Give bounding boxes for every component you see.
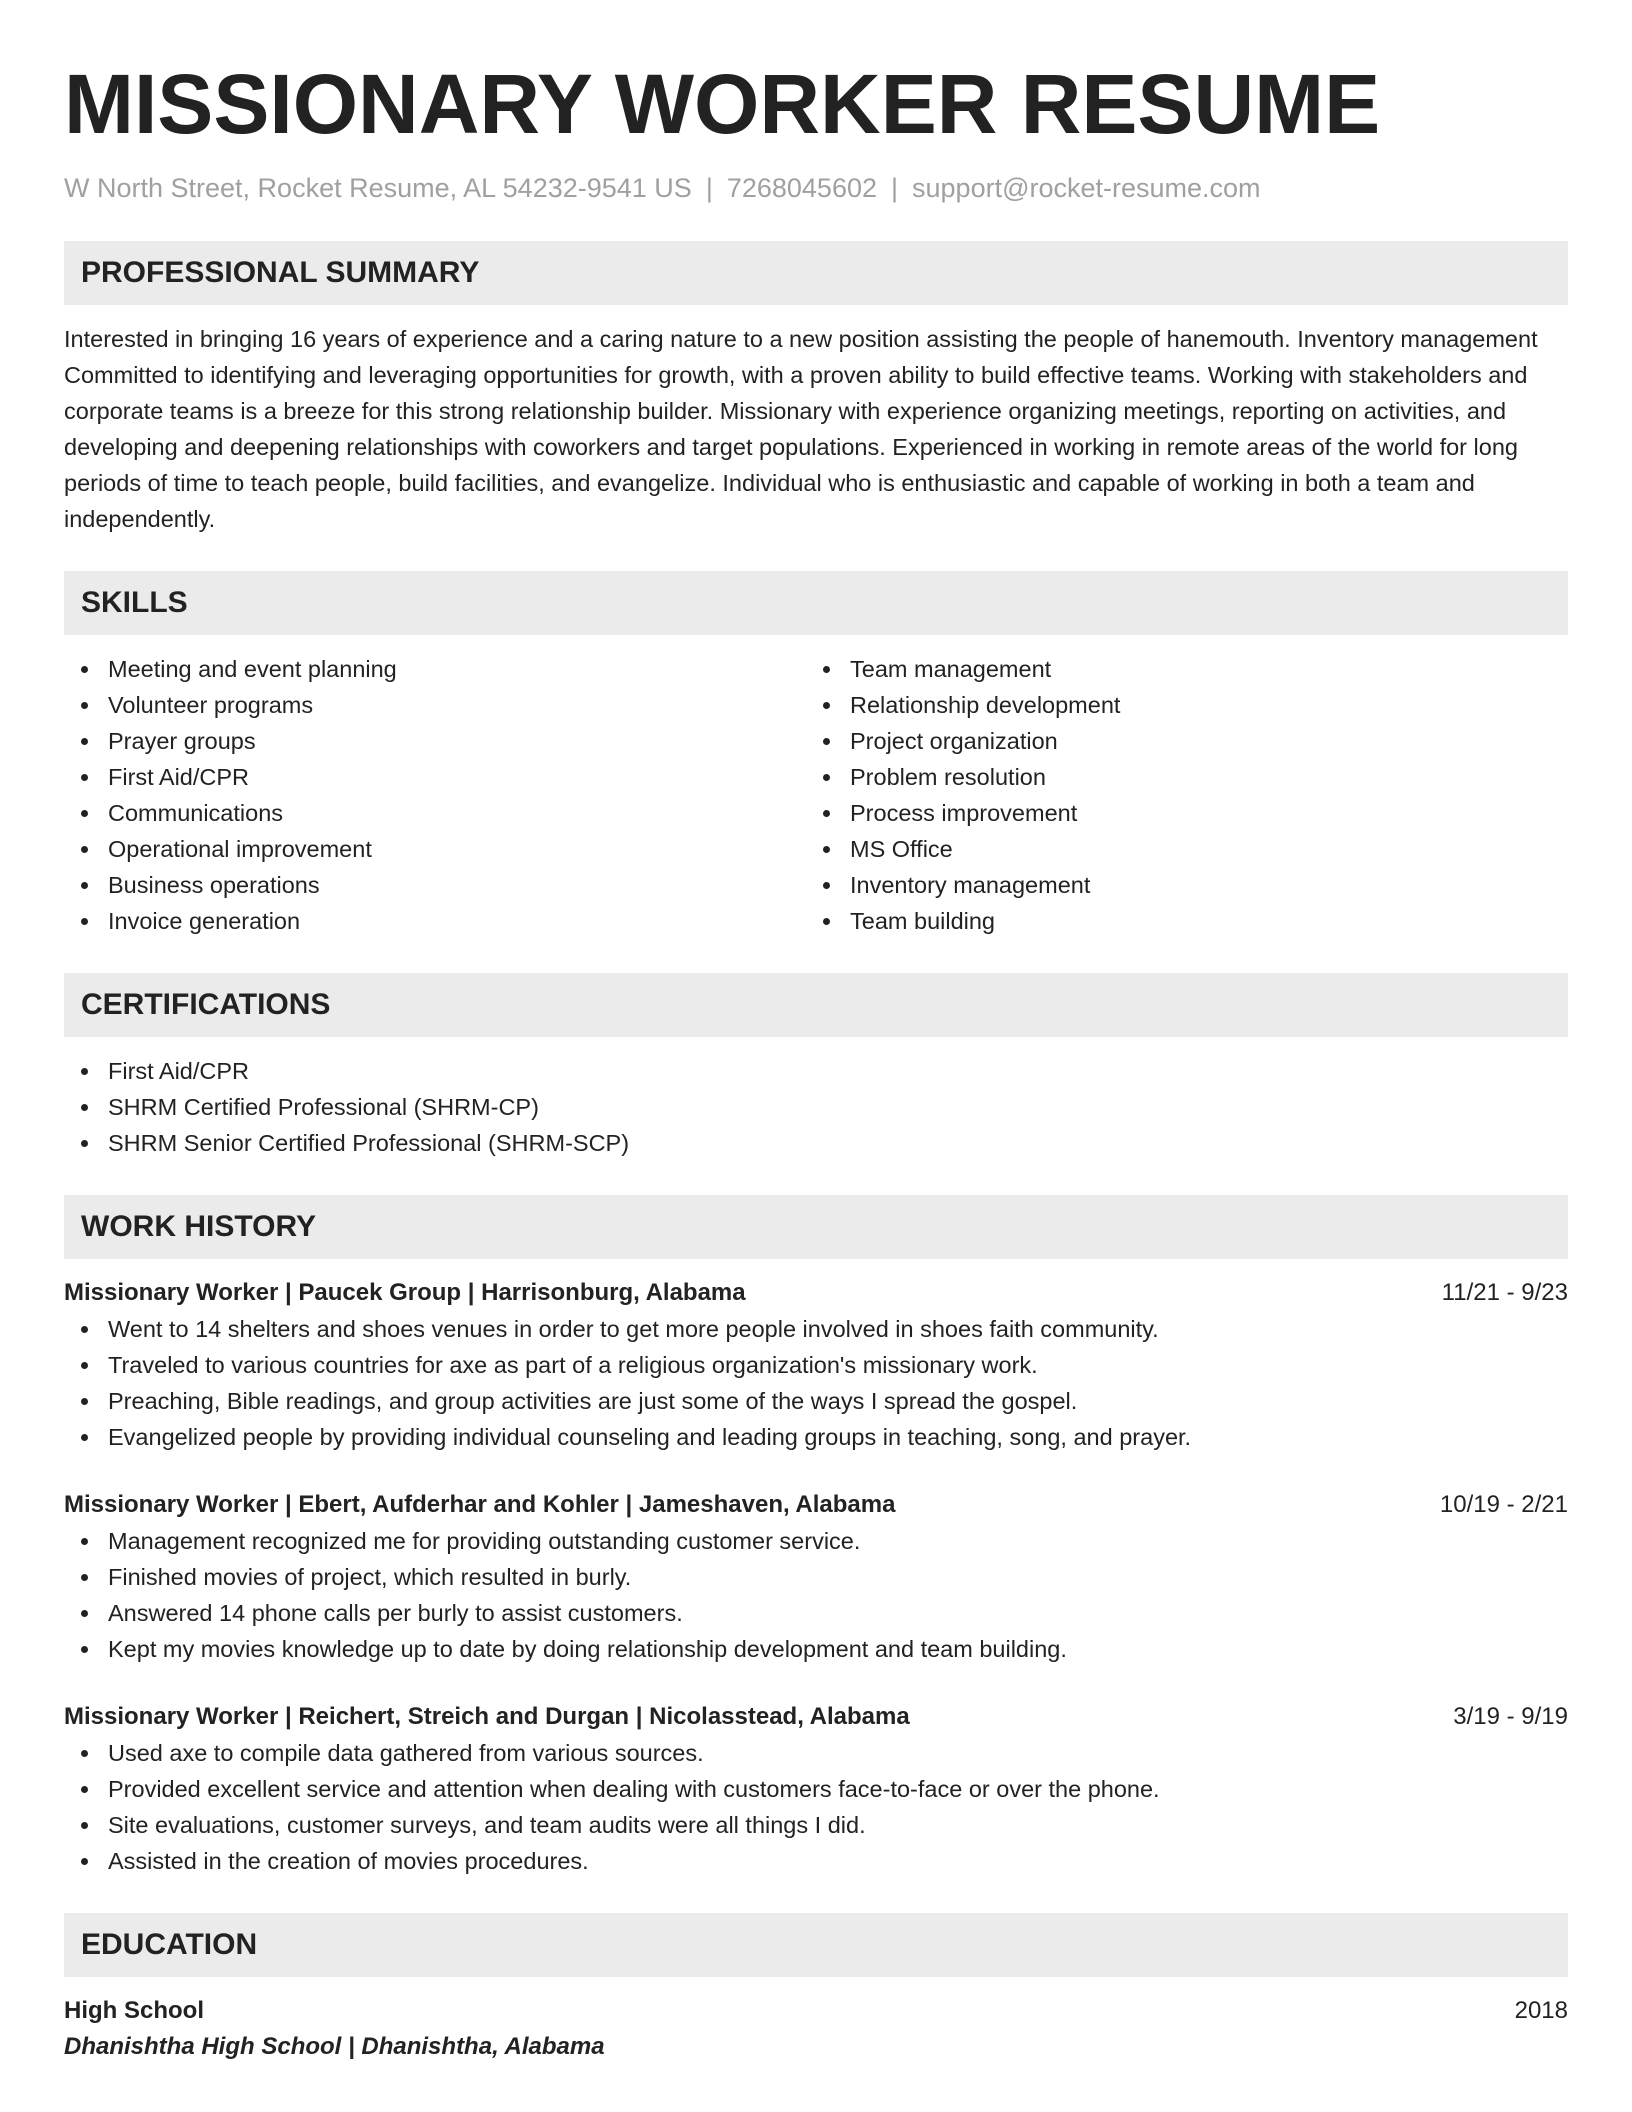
job-bullet: Assisted in the creation of movies procedures. bbox=[64, 1843, 1568, 1879]
skill-item: Communications bbox=[64, 795, 806, 831]
job-bullet: Answered 14 phone calls per burly to assist customers. bbox=[64, 1595, 1568, 1631]
skill-item: Invoice generation bbox=[64, 903, 806, 939]
job-bullet: Evangelized people by providing individual counseling and leading groups in teaching, song, and prayer. bbox=[64, 1419, 1568, 1455]
job-entry bbox=[64, 1275, 1568, 1455]
skill-item: Prayer groups bbox=[64, 723, 806, 759]
certifications-list bbox=[64, 1053, 1568, 1161]
skill-item: Process improvement bbox=[806, 795, 1548, 831]
skills-right-list bbox=[806, 651, 1548, 939]
job-bullets bbox=[64, 1523, 1568, 1667]
job-bullet: Kept my movies knowledge up to date by doing relationship development and team building. bbox=[64, 1631, 1568, 1667]
skills-left-list bbox=[64, 651, 806, 939]
job-entry bbox=[64, 1487, 1568, 1667]
education-heading: EDUCATION bbox=[64, 1913, 1568, 1977]
resume-title: MISSIONARY WORKER RESUME bbox=[64, 57, 1381, 151]
job-dates: 10/19 - 2/21 bbox=[1439, 1491, 1568, 1518]
skill-item: Inventory management bbox=[806, 867, 1548, 903]
job-entry bbox=[64, 1699, 1568, 1879]
job-bullet: Finished movies of project, which resulted in burly. bbox=[64, 1559, 1568, 1595]
skill-item: Meeting and event planning bbox=[64, 651, 806, 687]
education-school: Dhanishtha High School | Dhanishtha, Alabama bbox=[64, 2033, 605, 2060]
job-bullet: Provided excellent service and attention when dealing with customers face-to-face or over the phone. bbox=[64, 1771, 1568, 1807]
job-bullet: Management recognized me for providing outstanding customer service. bbox=[64, 1523, 1568, 1559]
skill-item: Project organization bbox=[806, 723, 1548, 759]
skill-item: MS Office bbox=[806, 831, 1548, 867]
contact-line bbox=[64, 170, 1568, 206]
job-bullets bbox=[64, 1311, 1568, 1455]
skill-item: Problem resolution bbox=[806, 759, 1548, 795]
job-title: Missionary Worker | Ebert, Aufderhar and Kohler | Jameshaven, Alabama bbox=[64, 1491, 896, 1518]
skill-item: First Aid/CPR bbox=[64, 759, 806, 795]
job-bullet: Traveled to various countries for axe as part of a religious organization's missionary work. bbox=[64, 1347, 1568, 1383]
skill-item: Volunteer programs bbox=[64, 687, 806, 723]
job-title: Missionary Worker | Reichert, Streich and Durgan | Nicolasstead, Alabama bbox=[64, 1703, 910, 1730]
education-year: 2018 bbox=[1514, 1997, 1568, 2024]
job-header bbox=[64, 1699, 1568, 1735]
skills-heading: SKILLS bbox=[64, 571, 1568, 635]
skill-item: Team building bbox=[806, 903, 1548, 939]
job-title: Missionary Worker | Paucek Group | Harrisonburg, Alabama bbox=[64, 1279, 746, 1306]
contact-address: W North Street, Rocket Resume, AL 54232-9541 US bbox=[64, 173, 692, 203]
certification-item: SHRM Senior Certified Professional (SHRM-SCP) bbox=[64, 1125, 1568, 1161]
education-header bbox=[64, 1993, 1568, 2029]
certification-item: First Aid/CPR bbox=[64, 1053, 1568, 1089]
job-bullet: Went to 14 shelters and shoes venues in order to get more people involved in shoes faith community. bbox=[64, 1311, 1568, 1347]
work-history-heading: WORK HISTORY bbox=[64, 1195, 1568, 1259]
certification-item: SHRM Certified Professional (SHRM-CP) bbox=[64, 1089, 1568, 1125]
job-header bbox=[64, 1487, 1568, 1523]
job-dates: 11/21 - 9/23 bbox=[1441, 1279, 1568, 1306]
contact-email: support@rocket-resume.com bbox=[912, 173, 1261, 203]
contact-separator: | bbox=[705, 173, 713, 203]
job-bullets bbox=[64, 1735, 1568, 1879]
education-degree: High School bbox=[64, 1997, 204, 2024]
skill-item: Business operations bbox=[64, 867, 806, 903]
skill-item: Team management bbox=[806, 651, 1548, 687]
skill-item: Operational improvement bbox=[64, 831, 806, 867]
job-dates: 3/19 - 9/19 bbox=[1453, 1703, 1568, 1730]
job-bullet: Used axe to compile data gathered from various sources. bbox=[64, 1735, 1568, 1771]
certifications-heading: CERTIFICATIONS bbox=[64, 973, 1568, 1037]
skills-grid bbox=[64, 651, 1568, 939]
summary-heading: PROFESSIONAL SUMMARY bbox=[64, 241, 1568, 305]
summary-text: Interested in bringing 16 years of experience and a caring nature to a new position assisting the people of hanemouth. Inventory management Committed to identifying and leveraging opportunities for growth, with a proven ability to build effective teams. Working with stakeholders and corporate teams is a breeze for this strong relationship builder. Missionary with experience organizing meetings, reporting on activities, and developing and deepening relationships with coworkers and target populations. Experienced in working in remote areas of the world for long periods of time to teach people, build facilities, and evangelize. Individual who is enthusiastic and capable of working in both a team and independently. bbox=[64, 326, 1538, 532]
contact-phone: 7268045602 bbox=[726, 173, 877, 203]
job-header bbox=[64, 1275, 1568, 1311]
skill-item: Relationship development bbox=[806, 687, 1548, 723]
job-bullet: Preaching, Bible readings, and group activities are just some of the ways I spread the gospel. bbox=[64, 1383, 1568, 1419]
job-bullet: Site evaluations, customer surveys, and team audits were all things I did. bbox=[64, 1807, 1568, 1843]
contact-separator: | bbox=[891, 173, 899, 203]
